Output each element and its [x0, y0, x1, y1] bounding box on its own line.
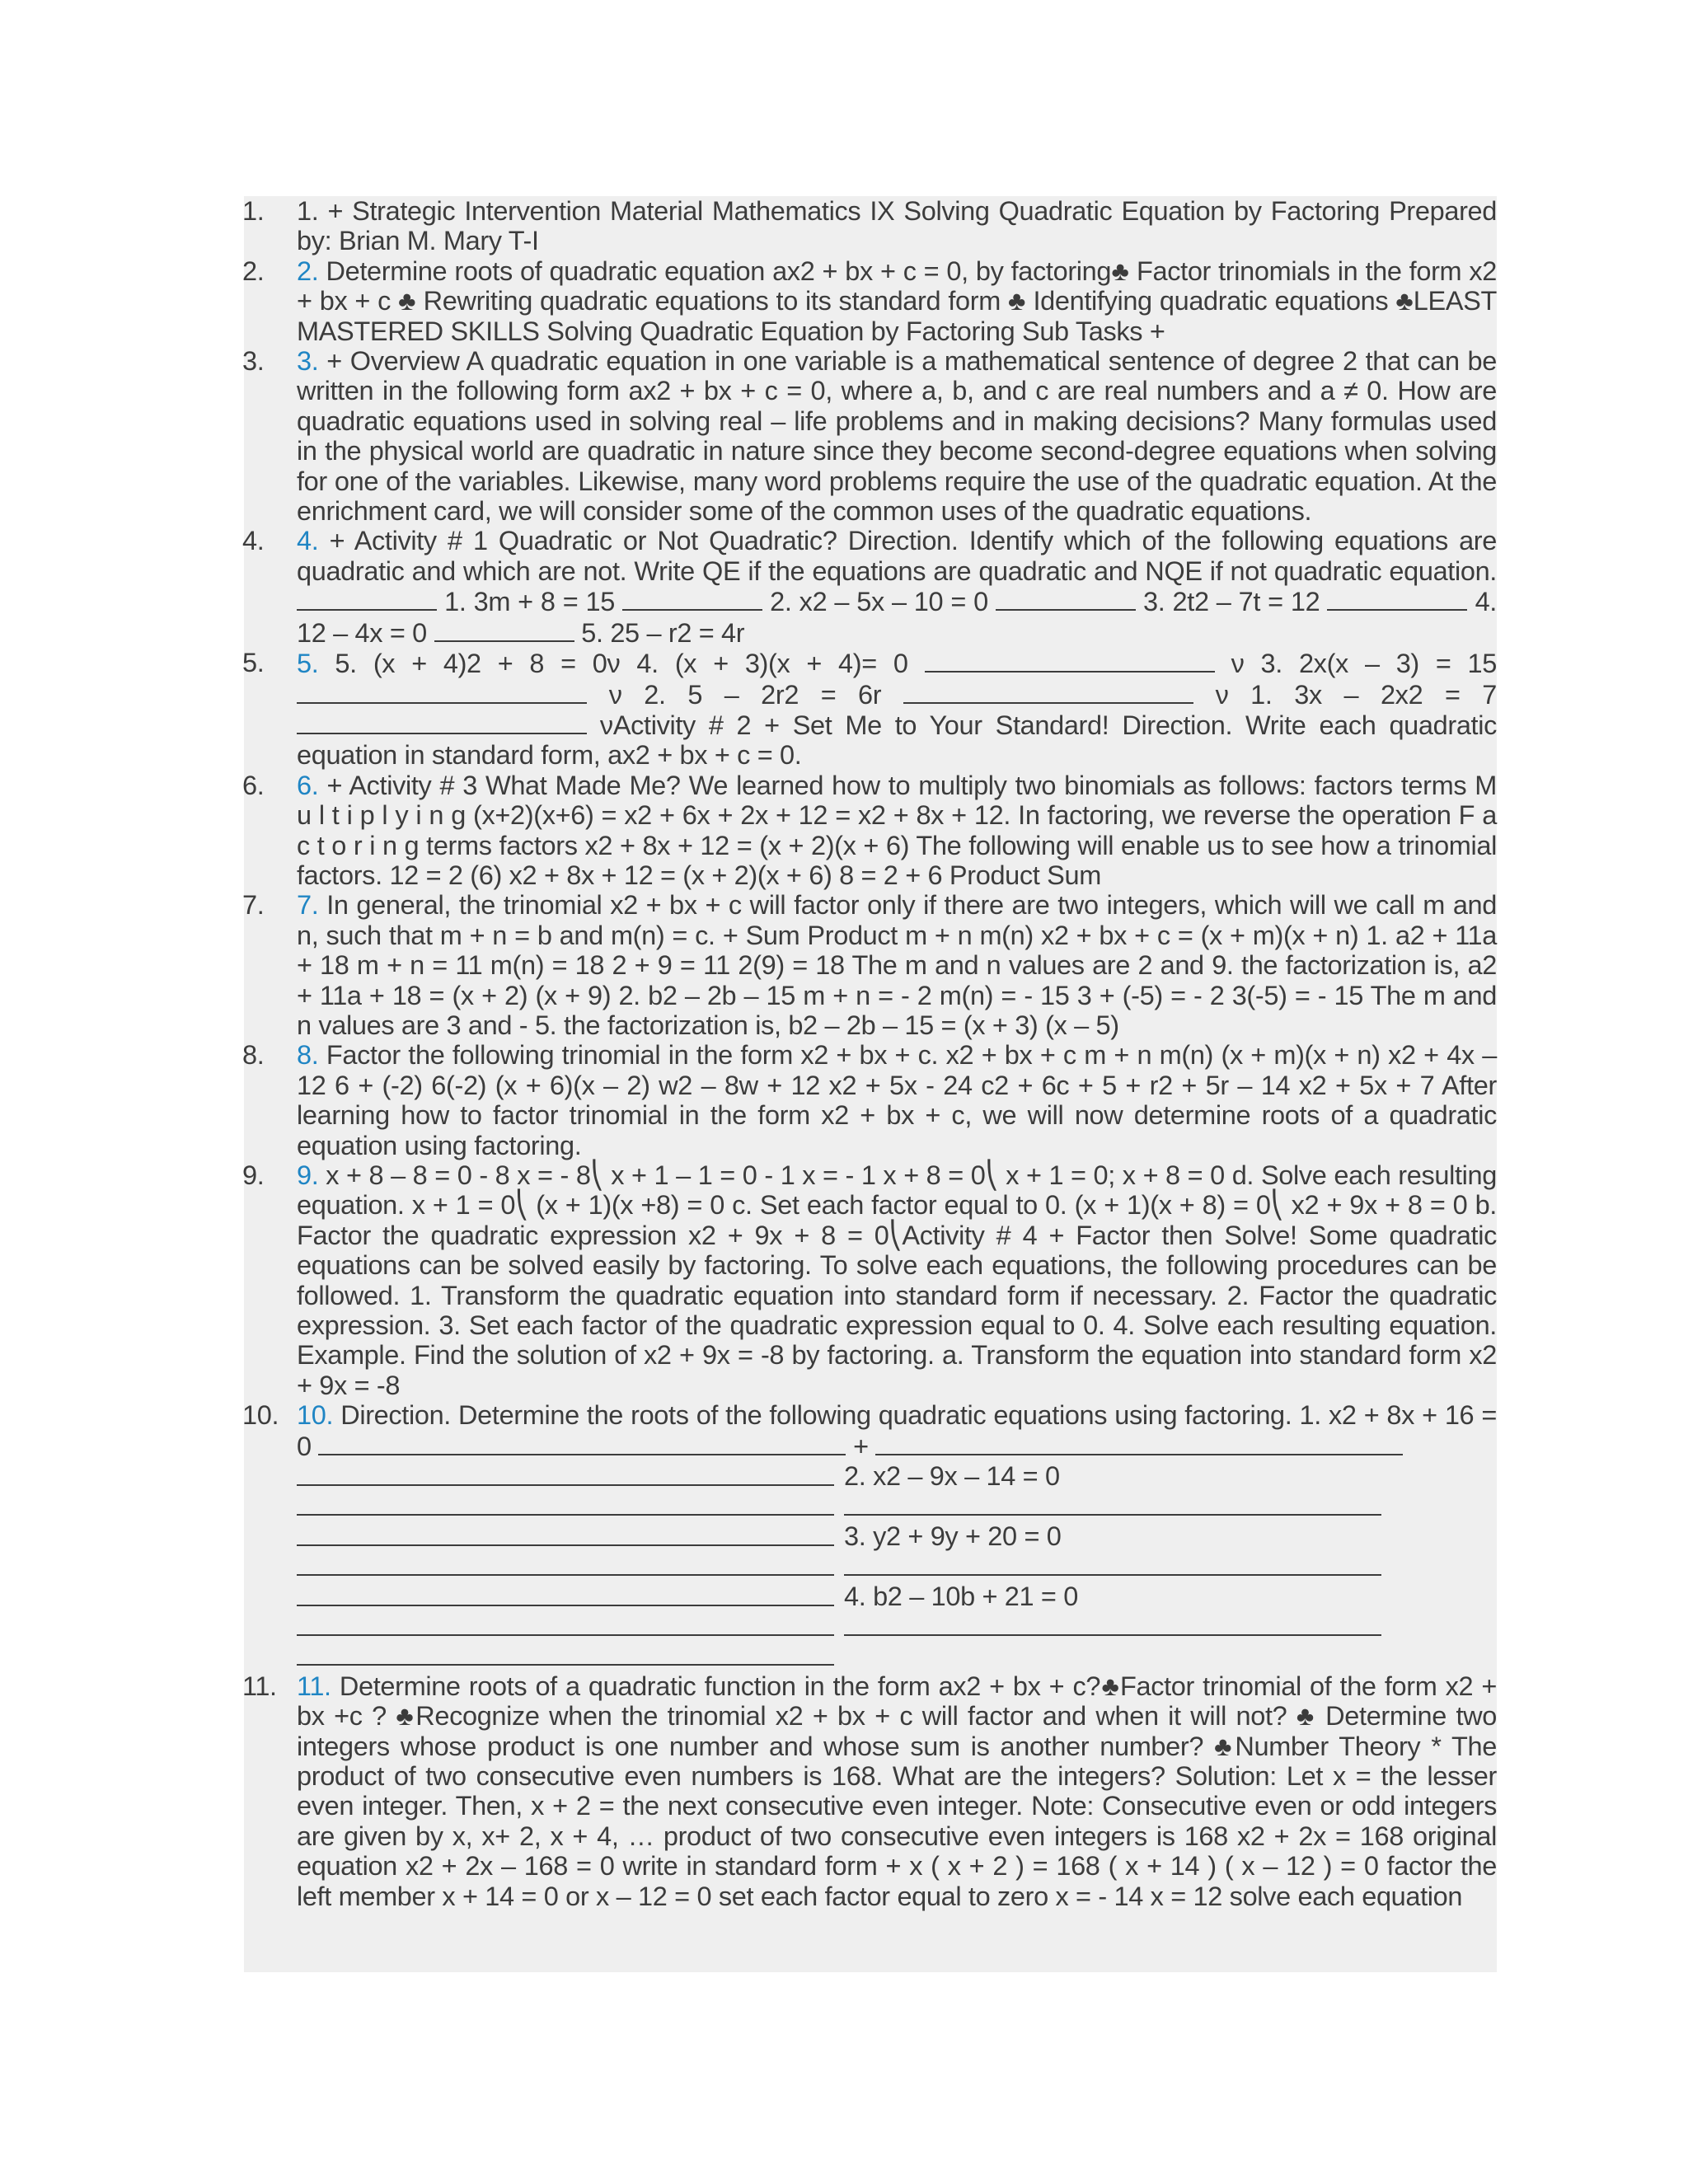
answer-blank[interactable]: [297, 679, 587, 704]
item-text: 1. + Strategic Intervention Material Mathematics IX Solving Quadratic Equation by Factoring Prepared by: Brian M. Mary T-I: [297, 196, 1497, 256]
item-number: 5.: [242, 648, 265, 678]
equation: 2. x2 – 9x – 14 = 0: [844, 1461, 1060, 1492]
answer-blank[interactable]: [996, 586, 1136, 611]
slide-link[interactable]: 9.: [297, 1160, 319, 1190]
list-item: [244, 346, 1497, 526]
list-item: [244, 771, 1497, 891]
item-text: Determine roots of quadratic equation ax2 + bx + c = 0, by factoring♣ Factor trinomials in the form x2 + bx + c ♣ Rewriting quadratic equations to its standard form ♣ Identifying quadratic equations ♣LEAST MASTERED SKILLS Solving Quadratic Equation by Factoring Sub Tasks +: [297, 255, 1497, 346]
equation: 3. 2t2 – 7t = 12: [1143, 587, 1320, 617]
item-text: Determine roots of a quadratic function in the form ax2 + bx + c?♣Factor trinomial of the form x2 + bx +c ? ♣Recognize when the trinomial x2 + bx + c will factor and when it will not? ♣ Determine two integers whose product is one number and whose sum is another number? ♣Number Theory * The product of two consecutive even numbers is 168. What are the integers? Solution: Let x = the lesser even integer. Then, x + 2 = the next consecutive even integer. Note: Consecutive even or odd integers are given by x, x+ 2, x + 4, … product of two consecutive even integers is 168 x2 + 2x = 168 original equation x2 + 2x – 168 = 0 write in standard form + x ( x + 2 ) = 168 ( x + 14 ) ( x – 12 ) = 0 factor the left member x + 14 = 0 or x – 12 = 0 set each factor equal to zero x = - 14 x = 12 solve each equation: [297, 1671, 1497, 1911]
answer-blank[interactable]: [1327, 586, 1467, 611]
slide-link[interactable]: 5.: [297, 649, 319, 679]
answer-blank[interactable]: [297, 1461, 834, 1486]
item-number: 8.: [242, 1040, 265, 1071]
answer-blank[interactable]: [297, 1521, 834, 1546]
answer-blank[interactable]: [297, 710, 587, 734]
list-item: [244, 196, 1497, 256]
equation: 2. x2 – 5x – 10 = 0: [770, 587, 988, 617]
answer-blank[interactable]: [925, 648, 1215, 673]
answer-blank[interactable]: [875, 1431, 1403, 1455]
answer-blank[interactable]: [297, 586, 437, 611]
slide-link[interactable]: 11.: [297, 1671, 331, 1701]
equation: 5. 25 – r2 = 4r: [581, 617, 745, 648]
equation: 4. b2 – 10b + 21 = 0: [844, 1581, 1078, 1611]
item-text: In general, the trinomial x2 + bx + c will factor only if there are two integers, which will we call m and n, such that m + n = b and m(n) = c. + Sum Product m + n m(n) x2 + bx + c = (x + m)(x + n) 1. a2 + 11a + 18 m + n = 11 m(n) = 18 2 + 9 = 11 2(9) = 18 The m and n values are 2 and 9. the factorization is, a2 + 11a + 18 = (x + 2) (x + 9) 2. b2 – 2b – 15 m + n = - 2 m(n) = - 15 3 + (-5) = - 2 3(-5) = - 15 The m and n values are 3 and - 5. the factorization is, b2 – 2b – 15 = (x + 3) (x – 5): [297, 890, 1497, 1040]
answer-column-right: [844, 1461, 1381, 1671]
equation: 3. y2 + 9y + 20 = 0: [844, 1521, 1062, 1551]
list-item: [244, 890, 1497, 1040]
list-item: [244, 256, 1497, 346]
equation: ν 2. 5 – 2r2 = 6r: [608, 679, 882, 710]
item-number: 6.: [242, 770, 265, 800]
document-content: [244, 196, 1497, 1972]
item-text: + Overview A quadratic equation in one variable is a mathematical sentence of degree 2 that can be written in the following form ax2 + bx + c = 0, where a, b, and c are real numbers and a ≠ 0. How are quadratic equations used in solving real – life problems and in making decisions? Many formulas used in the physical world are quadratic in nature since they become second-degree equations when solving for one of the variables. Likewise, many word problems require the use of the quadratic equation. At the enrichment card, we will consider some of the common uses of the quadratic equations.: [297, 346, 1497, 527]
answer-blank[interactable]: [318, 1431, 846, 1455]
equation: ν 3. 2x(x – 3) = 15: [1231, 649, 1497, 679]
answer-blank[interactable]: [434, 617, 574, 642]
item-text: x + 8 – 8 = 0 - 8 x = - 8⎝ x + 1 – 1 = 0 - 1 x = - 1 x + 8 = 0⎝ x + 1 = 0; x + 8 = 0 d. Solve each resulting equation. x + 1 = 0⎝ (x + 1)(x +8) = 0 c. Set each factor equal to 0. (x + 1)(x + 8) = 0⎝ x2 + 9x + 8 = 0 b. Factor the quadratic expression x2 + 9x + 8 = 0⎝Activity # 4 + Factor then Solve! Some quadratic equations can be solved easily by factoring. To solve each equations, the following procedures can be followed. 1. Transform the quadratic equation into standard form if necessary. 2. Factor the quadratic expression. 3. Set each factor of the quadratic expression equal to 0. 4. Solve each resulting equation. Example. Find the solution of x2 + 9x = -8 by factoring. a. Transform the equation into standard form x2 + 9x = -8: [297, 1160, 1497, 1400]
item-number: 4.: [242, 526, 265, 556]
plus-sign: +: [853, 1431, 869, 1461]
answer-blank[interactable]: [297, 1491, 834, 1516]
answer-blank[interactable]: [297, 1551, 834, 1576]
slide-link[interactable]: 6.: [297, 770, 319, 800]
list-item: [244, 1671, 1497, 1911]
item-text: νActivity # 2 + Set Me to Your Standard! Direction. Write each quadratic equation in standard form, ax2 + bx + c = 0.: [297, 710, 1497, 771]
slide-link[interactable]: 2.: [297, 255, 319, 286]
list-item: [244, 648, 1497, 771]
slide-link[interactable]: 8.: [297, 1040, 319, 1071]
item-text: Direction. Determine the roots of the following quadratic equations using factoring. 1. x2 + 8x + 16 = 0: [297, 1400, 1497, 1461]
equation: ν 1. 3x – 2x2 = 7: [1215, 679, 1498, 710]
list-item: [244, 1160, 1497, 1400]
answer-blank[interactable]: [297, 1611, 834, 1636]
item-number: 10.: [242, 1400, 279, 1431]
list-item: [244, 1400, 1497, 1671]
answer-blank[interactable]: [844, 1611, 1381, 1636]
item-number: 2.: [242, 255, 265, 286]
answer-blank[interactable]: [297, 1641, 834, 1666]
item-text: + Activity # 1 Quadratic or Not Quadratic? Direction. Identify which of the following equations are quadratic and which are not. Write QE if the equations are quadratic and NQE if not quadratic equation.: [297, 526, 1497, 586]
answer-blank[interactable]: [844, 1491, 1381, 1516]
slide-link[interactable]: 3.: [297, 346, 319, 377]
answer-blank[interactable]: [622, 586, 762, 611]
item-text: 5. (x + 4)2 + 8 = 0ν 4. (x + 3)(x + 4)= 0: [318, 649, 908, 679]
equation: 4. 12 – 4x = 0: [297, 587, 1497, 648]
slide-link[interactable]: 4.: [297, 526, 319, 556]
item-number: 7.: [242, 890, 265, 921]
answer-column-left: [297, 1461, 834, 1671]
slide-link[interactable]: 7.: [297, 890, 319, 921]
item-number: 9.: [242, 1160, 265, 1190]
list-item: [244, 526, 1497, 648]
equation: 1. 3m + 8 = 15: [444, 587, 615, 617]
numbered-list: [244, 196, 1497, 1911]
answer-grid: [297, 1461, 1497, 1671]
answer-blank[interactable]: [297, 1582, 834, 1606]
list-item: [244, 1040, 1497, 1160]
item-number: 3.: [242, 346, 265, 377]
item-number: 11.: [242, 1671, 277, 1701]
slide-link[interactable]: 10.: [297, 1400, 334, 1431]
answer-blank[interactable]: [844, 1551, 1381, 1576]
item-text: Factor the following trinomial in the form x2 + bx + c. x2 + bx + c m + n m(n) (x + m)(x + n) x2 + 4x – 12 6 + (-2) 6(-2) (x + 6)(x – 2) w2 – 8w + 12 x2 + 5x - 24 c2 + 6c + 5 + r2 + 5r – 14 x2 + 5x + 7 After learning how to factor trinomial in the form x2 + bx + c, we will now determine roots of a quadratic equation using factoring.: [297, 1040, 1497, 1160]
item-number: 1.: [242, 196, 265, 226]
item-text: + Activity # 3 What Made Me? We learned how to multiply two binomials as follows: factors terms M u l t i p l y i n g (x+2)(x+6) = x2 + 6x + 2x + 12 = x2 + 8x + 12. In factoring, we reverse the operation F a c t o r i n g terms factors x2 + 8x + 12 = (x + 2)(x + 6) The following will enable us to see how a trinomial factors. 12 = 2 (6) x2 + 8x + 12 = (x + 2)(x + 6) 8 = 2 + 6 Product Sum: [297, 770, 1497, 890]
answer-blank[interactable]: [903, 679, 1193, 704]
